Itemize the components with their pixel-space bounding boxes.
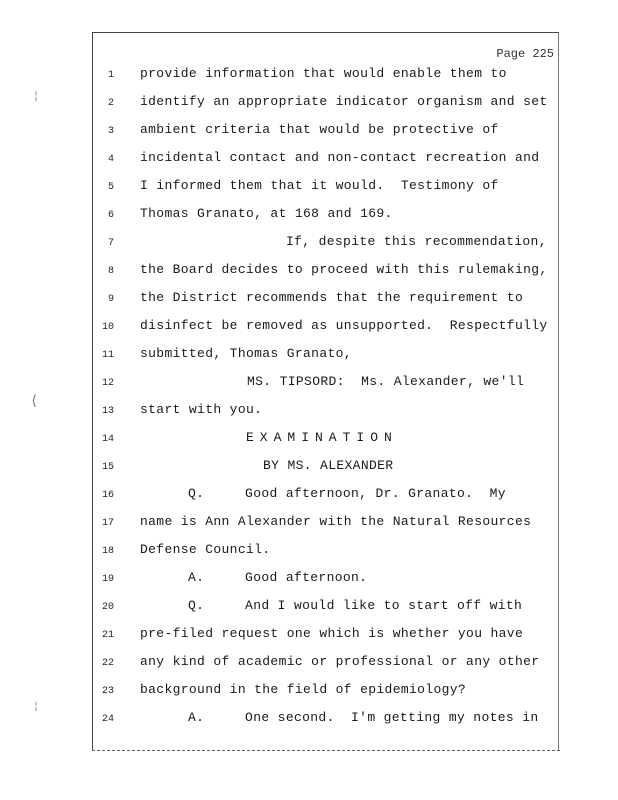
line-text: background in the field of epidemiology? <box>140 682 467 697</box>
line-number: 19 <box>101 574 114 585</box>
transcript-line <box>0 346 618 366</box>
line-text: ambient criteria that would be protective of <box>140 122 499 137</box>
line-text: identify an appropriate indicator organism and set <box>140 94 548 109</box>
line-number: 6 <box>107 210 114 221</box>
transcript-line <box>0 122 618 142</box>
line-text: Q. And I would like to start off with <box>188 598 523 613</box>
line-number: 11 <box>101 350 114 361</box>
line-number: 8 <box>107 266 114 277</box>
line-text: any kind of academic or professional or any other <box>140 654 540 669</box>
line-number: 1 <box>107 70 114 81</box>
transcript-line <box>0 150 618 170</box>
page-number: Page 225 <box>496 47 554 61</box>
page-bottom-rule <box>92 750 560 751</box>
line-number: 23 <box>101 686 114 697</box>
line-number: 21 <box>101 630 114 641</box>
line-text: the District recommends that the requirement to <box>140 290 524 305</box>
transcript-line <box>0 374 618 394</box>
transcript-line <box>0 710 618 730</box>
margin-mark-bottom: ¦ <box>33 702 40 713</box>
transcript-line <box>0 318 618 338</box>
line-text: disinfect be removed as unsupported. Respectfully <box>140 318 548 333</box>
transcript-line <box>0 458 618 478</box>
line-text: MS. TIPSORD: Ms. Alexander, we'll <box>247 374 525 389</box>
line-text: start with you. <box>140 402 263 417</box>
line-text: I informed them that it would. Testimony of <box>140 178 499 193</box>
transcript-line <box>0 234 618 254</box>
transcript-line <box>0 486 618 506</box>
line-text: the Board decides to proceed with this rulemaking, <box>140 262 548 277</box>
transcript-line <box>0 682 618 702</box>
line-number: 22 <box>101 658 114 669</box>
line-number: 3 <box>107 126 114 137</box>
transcript-line <box>0 290 618 310</box>
line-text: submitted, Thomas Granato, <box>140 346 352 361</box>
transcript-line <box>0 542 618 562</box>
line-number: 2 <box>107 98 114 109</box>
line-number: 16 <box>101 490 114 501</box>
line-number: 17 <box>101 518 114 529</box>
line-text: provide information that would enable them to <box>140 66 507 81</box>
transcript-line <box>0 654 618 674</box>
line-number: 15 <box>101 462 114 473</box>
examination-heading: EXAMINATION <box>246 430 398 445</box>
transcript-line <box>0 430 618 450</box>
line-number: 13 <box>101 406 114 417</box>
line-text: A. One second. I'm getting my notes in <box>188 710 539 725</box>
line-number: 18 <box>101 546 114 557</box>
line-number: 4 <box>107 154 114 165</box>
transcript-line <box>0 206 618 226</box>
line-text: incidental contact and non-contact recreation and <box>140 150 540 165</box>
line-text: name is Ann Alexander with the Natural Resources <box>140 514 532 529</box>
transcript-line <box>0 94 618 114</box>
line-text: A. Good afternoon. <box>188 570 368 585</box>
transcript-line <box>0 178 618 198</box>
line-number: 7 <box>107 238 114 249</box>
transcript-line <box>0 262 618 282</box>
line-number: 12 <box>101 378 114 389</box>
line-number: 10 <box>101 322 114 333</box>
margin-mark-middle: ⟨ <box>30 394 39 410</box>
line-number: 9 <box>107 294 114 305</box>
line-number: 24 <box>101 714 114 725</box>
line-number: 14 <box>101 434 114 445</box>
line-text: Defense Council. <box>140 542 271 557</box>
transcript-line <box>0 570 618 590</box>
line-text: pre-filed request one which is whether you have <box>140 626 524 641</box>
line-text: Q. Good afternoon, Dr. Granato. My <box>188 486 506 501</box>
line-text: If, despite this recommendation, <box>286 234 547 249</box>
line-number: 5 <box>107 182 114 193</box>
transcript-line <box>0 598 618 618</box>
margin-mark-top: ¦ <box>33 92 40 103</box>
transcript-line <box>0 626 618 646</box>
line-number: 20 <box>101 602 114 613</box>
transcript-line <box>0 402 618 422</box>
transcript-line <box>0 514 618 534</box>
transcript-line <box>0 66 618 86</box>
line-text: BY MS. ALEXANDER <box>263 458 394 473</box>
line-text: Thomas Granato, at 168 and 169. <box>140 206 393 221</box>
